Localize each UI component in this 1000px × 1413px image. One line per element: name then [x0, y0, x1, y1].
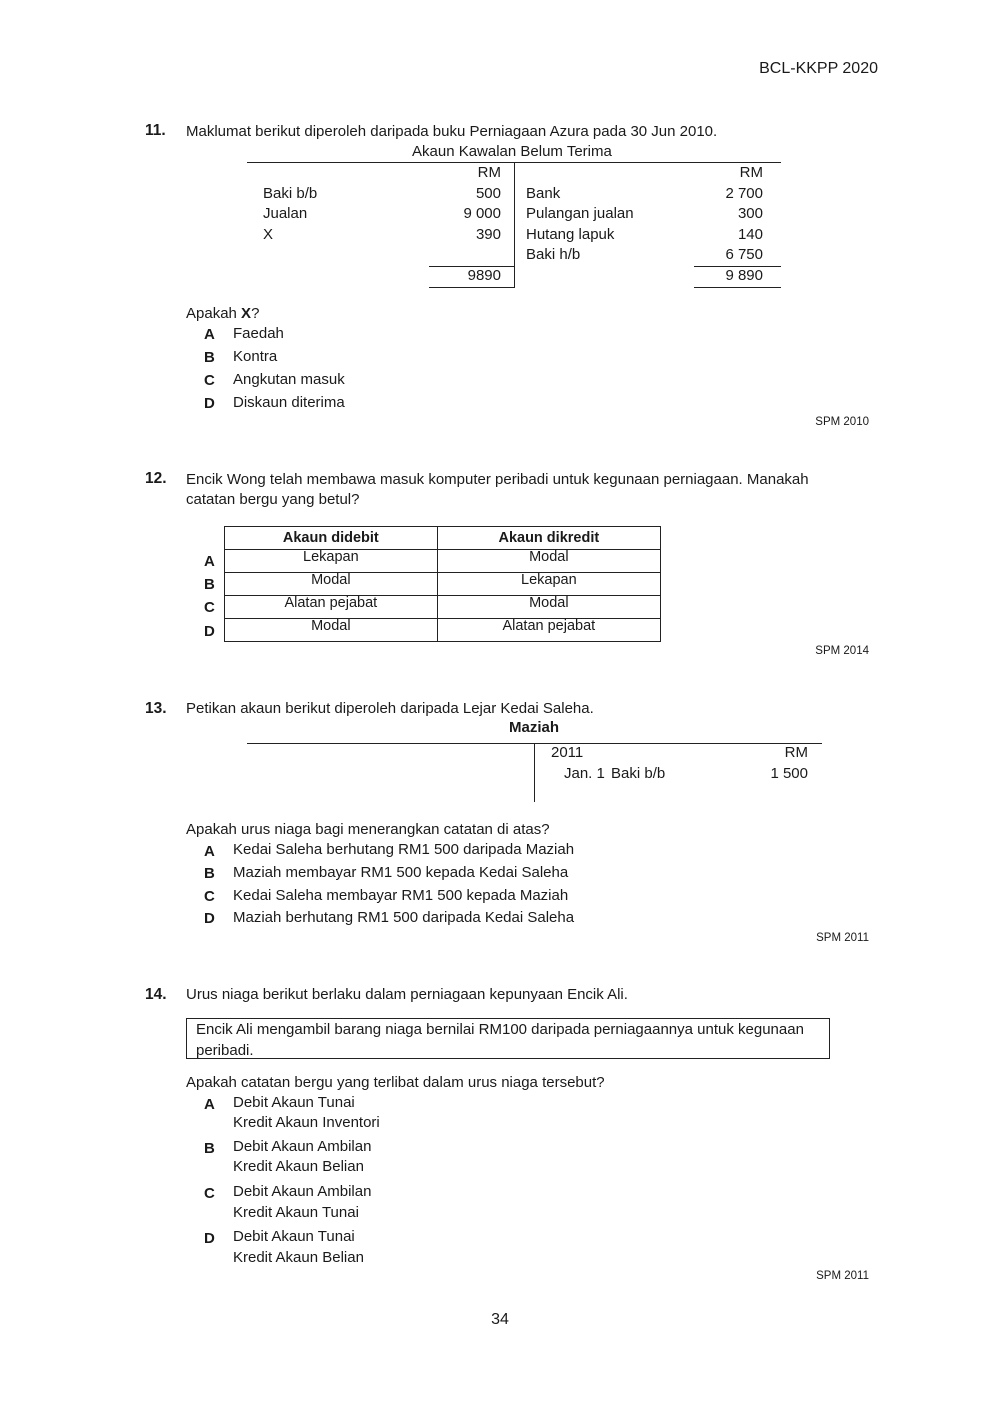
option-c[interactable]: Kedai Saleha membayar RM1 500 kepada Maziah — [233, 887, 569, 904]
credit-row-amount: 300 — [737, 205, 763, 222]
debit-row-amount: 500 — [475, 185, 501, 202]
debit-row-amount: 390 — [475, 226, 501, 243]
option-a-line2[interactable]: Kredit Akaun Inventori — [233, 1114, 380, 1131]
question-prompt: Apakah urus niaga bagi menerangkan catatan di atas? — [186, 821, 550, 838]
option-letter: D — [204, 1230, 215, 1247]
question-text: Urus niaga berikut berlaku dalam perniagaan kepunyaan Encik Ali. — [186, 986, 628, 1003]
table-row[interactable] — [225, 573, 661, 596]
option-c[interactable]: Angkutan masuk — [233, 371, 345, 388]
option-letter: C — [204, 372, 215, 389]
account-center-rule — [514, 162, 515, 288]
prompt-suffix: ? — [251, 305, 260, 322]
table-row[interactable] — [225, 550, 661, 573]
year-label: 2011 — [551, 744, 584, 761]
credit-total-rule-bottom — [694, 287, 781, 288]
question-number: 11. — [145, 122, 166, 139]
option-d[interactable]: Diskaun diterima — [233, 394, 345, 411]
credit-cell: Alatan pejabat — [437, 619, 660, 642]
option-d-line2[interactable]: Kredit Akaun Belian — [233, 1249, 364, 1266]
option-letter: D — [204, 623, 215, 640]
column-header-credit: Akaun dikredit — [437, 527, 660, 550]
option-letter: A — [204, 1096, 215, 1113]
debit-cell: Modal — [225, 573, 438, 596]
option-c-line2[interactable]: Kredit Akaun Tunai — [233, 1204, 359, 1221]
credit-row-label: Pulangan jualan — [526, 205, 634, 222]
entry-label: Baki b/b — [611, 765, 666, 782]
option-letter: A — [204, 326, 215, 343]
option-letter: C — [204, 599, 215, 616]
option-letter: D — [204, 395, 215, 412]
source-label: SPM 2011 — [816, 932, 869, 944]
debit-currency: RM — [477, 164, 501, 181]
option-letter: A — [204, 553, 215, 570]
prompt-prefix: Apakah — [186, 305, 242, 322]
credit-row-label: Baki h/b — [526, 246, 581, 263]
debit-total: 9890 — [467, 267, 501, 284]
option-d-line1[interactable]: Debit Akaun Tunai — [233, 1228, 355, 1245]
question-number: 14. — [145, 986, 167, 1003]
page-header: BCL-KKPP 2020 — [759, 60, 878, 77]
debit-row-label: Baki b/b — [263, 185, 318, 202]
question-text: Petikan akaun berikut diperoleh daripada Lejar Kedai Saleha. — [186, 700, 594, 717]
debit-cell: Lekapan — [225, 550, 438, 573]
source-label: SPM 2010 — [815, 416, 869, 428]
debit-total-rule-bottom — [429, 287, 514, 288]
question-number: 12. — [145, 470, 167, 487]
debit-row-label: Jualan — [263, 205, 308, 222]
page-number: 34 — [491, 1311, 509, 1328]
question-number: 13. — [145, 700, 167, 717]
option-b-line2[interactable]: Kredit Akaun Belian — [233, 1158, 364, 1175]
option-letter: B — [204, 1140, 215, 1157]
source-label: SPM 2014 — [815, 645, 869, 657]
scenario-line2: peribadi. — [196, 1041, 254, 1059]
option-d[interactable]: Maziah berhutang RM1 500 daripada Kedai Saleha — [233, 909, 575, 926]
credit-total: 9 890 — [725, 267, 763, 284]
option-letter: B — [204, 576, 215, 593]
option-a[interactable]: Kedai Saleha berhutang RM1 500 daripada Maziah — [233, 841, 575, 858]
credit-row-label: Hutang lapuk — [526, 226, 615, 243]
table-row[interactable] — [225, 596, 661, 619]
answer-table — [224, 526, 661, 642]
debit-cell: Alatan pejabat — [225, 596, 438, 619]
credit-row-amount: 140 — [737, 226, 763, 243]
question-text: Maklumat berikut diperoleh daripada buku Perniagaan Azura pada 30 Jun 2010. — [186, 123, 718, 140]
option-letter: D — [204, 910, 215, 927]
column-header-debit: Akaun didebit — [225, 527, 438, 550]
option-a-line1[interactable]: Debit Akaun Tunai — [233, 1094, 355, 1111]
credit-row-label: Bank — [526, 185, 561, 202]
entry-date: Jan. 1 — [564, 765, 605, 782]
option-letter: C — [204, 1185, 215, 1202]
option-letter: B — [204, 865, 215, 882]
option-letter: C — [204, 888, 215, 905]
source-label: SPM 2011 — [816, 1270, 869, 1282]
debit-row-amount: 9 000 — [463, 205, 501, 222]
table-header-row — [225, 527, 661, 550]
option-letter: B — [204, 349, 215, 366]
account-title: Akaun Kawalan Belum Terima — [412, 143, 612, 160]
credit-row-amount: 6 750 — [725, 246, 763, 263]
question-prompt: Apakah catatan bergu yang terlibat dalam urus niaga tersebut? — [186, 1074, 605, 1091]
option-b-line1[interactable]: Debit Akaun Ambilan — [233, 1138, 372, 1155]
currency-label: RM — [784, 744, 808, 761]
credit-currency: RM — [739, 164, 763, 181]
option-c-line1[interactable]: Debit Akaun Ambilan — [233, 1183, 372, 1200]
credit-cell: Modal — [437, 550, 660, 573]
scenario-box — [186, 1018, 830, 1059]
question-text-line2: catatan bergu yang betul? — [186, 491, 360, 508]
question-prompt — [186, 304, 259, 325]
credit-cell: Modal — [437, 596, 660, 619]
table-row[interactable] — [225, 619, 661, 642]
account-title: Maziah — [509, 719, 560, 736]
option-a[interactable]: Faedah — [233, 325, 284, 342]
option-b[interactable]: Maziah membayar RM1 500 kepada Kedai Saleha — [233, 864, 569, 881]
debit-row-label: X — [263, 226, 274, 243]
option-b[interactable]: Kontra — [233, 348, 278, 365]
credit-row-amount: 2 700 — [725, 185, 763, 202]
scenario-line1: Encik Ali mengambil barang niaga bernilai RM100 daripada perniagaannya untuk kegunaan — [196, 1021, 804, 1038]
question-text-line1: Encik Wong telah membawa masuk komputer peribadi untuk kegunaan perniagaan. Manakah — [186, 471, 809, 488]
entry-amount: 1 500 — [770, 765, 808, 782]
account-center-rule — [534, 743, 535, 802]
debit-cell: Modal — [225, 619, 438, 642]
option-letter: A — [204, 843, 215, 860]
credit-cell: Lekapan — [437, 573, 660, 596]
prompt-variable: X — [241, 305, 252, 322]
